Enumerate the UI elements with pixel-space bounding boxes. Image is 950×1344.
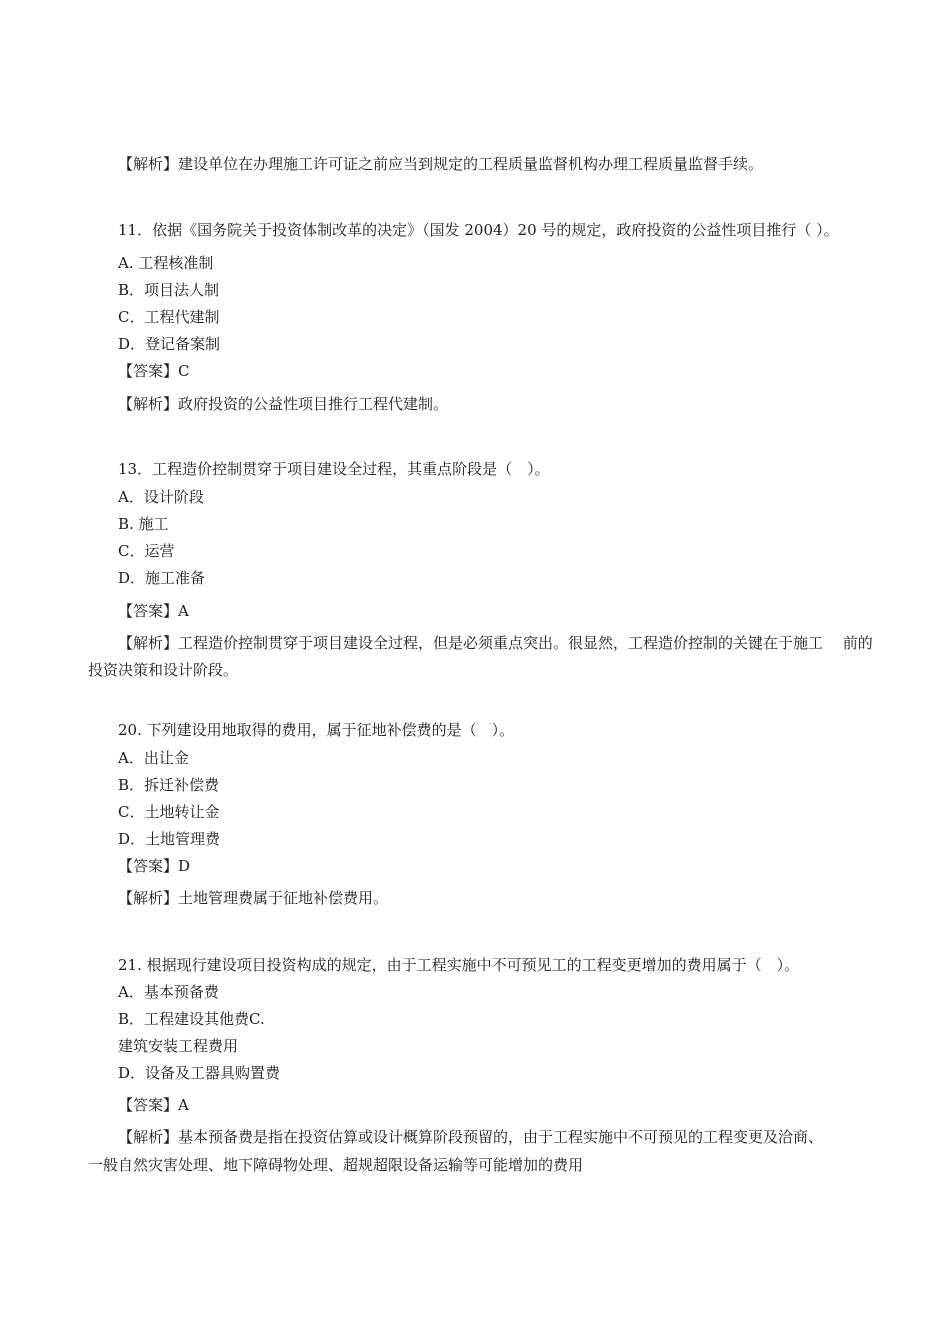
question-21-analysis-line2: 一般自然灾害处理、地下障碍物处理、超规超限设备运输等可能增加的费用 [88, 1156, 584, 1174]
question-21-option-c: 建筑安装工程费用 [118, 1037, 239, 1055]
question-13-option-d: D．施工准备 [118, 569, 206, 587]
question-20-option-c: C．土地转让金 [118, 803, 220, 821]
analysis-text: 【解析】建设单位在办理施工许可证之前应当到规定的工程质量监督机构办理工程质量监督手续。 [118, 155, 764, 173]
question-21-option-b: B．工程建设其他费C. [118, 1010, 265, 1028]
question-21-answer: 【答案】A [118, 1096, 189, 1114]
question-11-option-b: B．项目法人制 [118, 281, 220, 299]
question-21-option-d: D．设备及工器具购置费 [118, 1064, 281, 1082]
question-11-answer: 【答案】C [118, 362, 190, 380]
question-11-option-c: C．工程代建制 [118, 308, 220, 326]
question-11-option-a: A. 工程核准制 [118, 254, 214, 272]
question-20-stem: 20. 下列建设用地取得的费用，属于征地补偿费的是（ ）。 [118, 721, 515, 739]
question-13-analysis-line1: 【解析】工程造价控制贯穿于项目建设全过程，但是必须重点突出。很显然，工程造价控制的关键在于施工 前的 [118, 634, 873, 652]
question-20-option-d: D．土地管理费 [118, 830, 221, 848]
question-20-answer: 【答案】D [118, 857, 191, 875]
question-11-analysis: 【解析】政府投资的公益性项目推行工程代建制。 [118, 395, 449, 413]
question-11-stem: 11．依据《国务院关于投资体制改革的决定》（国发 2004）20 号的规定，政府投资的公益性项目推行（ ）。 [118, 221, 839, 239]
question-20-option-a: A．出让金 [118, 749, 189, 767]
question-13-analysis-line2: 投资决策和设计阶段。 [88, 661, 239, 679]
question-21-analysis-line1: 【解析】基本预备费是指在投资估算或设计概算阶段预留的，由于工程实施中不可预见的工程变更及洽商、 [118, 1128, 824, 1146]
question-13-option-c: C．运营 [118, 542, 175, 560]
question-21-option-a: A．基本预备费 [118, 983, 219, 1001]
question-20-analysis: 【解析】土地管理费属于征地补偿费用。 [118, 889, 389, 907]
question-13-stem: 13．工程造价控制贯穿于项目建设全过程，其重点阶段是（ ）。 [118, 460, 550, 478]
question-20-option-b: B．拆迁补偿费 [118, 776, 220, 794]
question-13-option-b: B. 施工 [118, 515, 169, 533]
question-11-option-d: D．登记备案制 [118, 335, 221, 353]
question-21-stem: 21. 根据现行建设项目投资构成的规定，由于工程实施中不可预见工的工程变更增加的费用属于（ ）。 [118, 956, 800, 974]
question-13-answer: 【答案】A [118, 602, 189, 620]
question-13-option-a: A．设计阶段 [118, 488, 204, 506]
